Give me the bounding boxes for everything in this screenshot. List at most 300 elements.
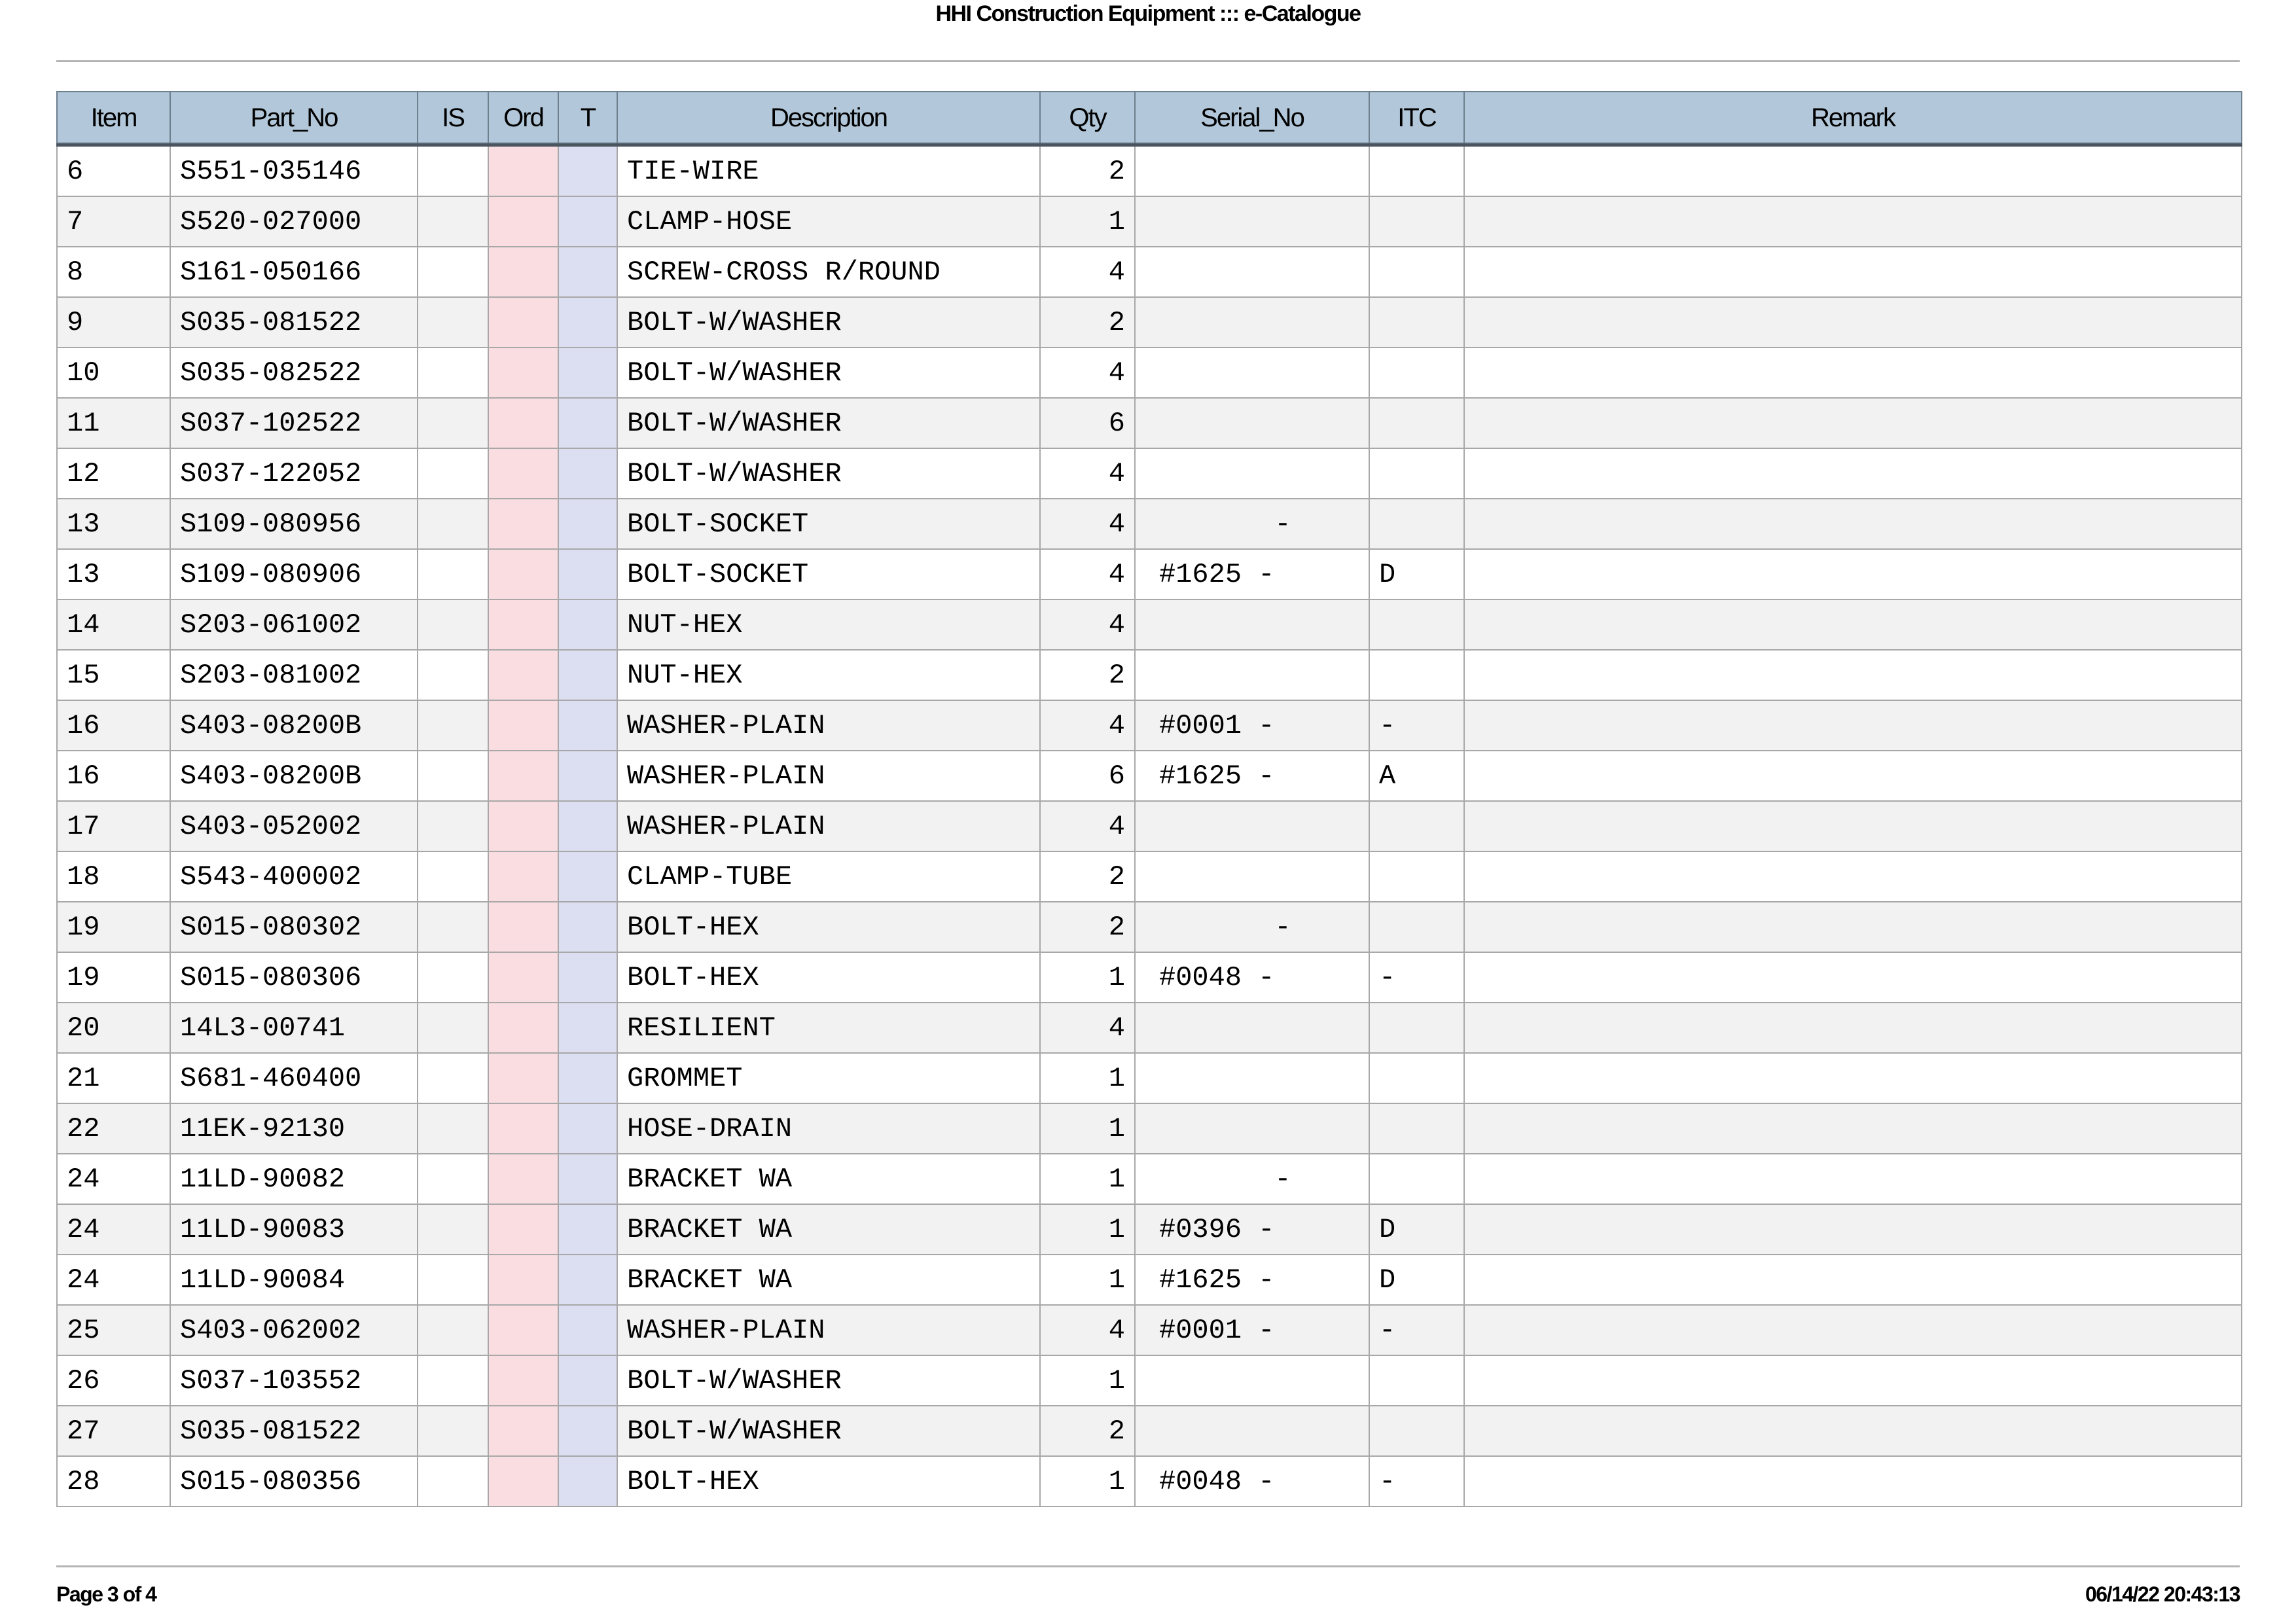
ord-cell: [488, 549, 558, 599]
part-no-cell: S543-400002: [170, 851, 418, 902]
description-cell: NUT-HEX: [617, 650, 1040, 700]
itc-cell: [1369, 196, 1464, 247]
table-row[interactable]: [57, 448, 2242, 499]
is-cell: [418, 348, 488, 398]
itc-cell: -: [1369, 1456, 1464, 1507]
remark-cell: [1464, 751, 2242, 801]
ord-cell: [488, 1355, 558, 1406]
qty-cell: 6: [1040, 751, 1135, 801]
itc-cell: [1369, 902, 1464, 952]
part-no-cell: S035-081522: [170, 1406, 418, 1456]
itc-cell: -: [1369, 1305, 1464, 1355]
table-row[interactable]: [57, 499, 2242, 549]
remark-cell: [1464, 599, 2242, 650]
remark-cell: [1464, 549, 2242, 599]
serial-no-cell: [1135, 297, 1369, 348]
remark-cell: [1464, 1406, 2242, 1456]
table-row[interactable]: [57, 398, 2242, 448]
t-cell: [558, 1154, 617, 1204]
serial-no-cell: #1625 -: [1135, 1255, 1369, 1305]
ord-cell: [488, 1003, 558, 1053]
ord-cell: [488, 952, 558, 1003]
remark-cell: [1464, 145, 2242, 197]
item-cell: 25: [57, 1305, 170, 1355]
t-cell: [558, 145, 617, 197]
is-cell: [418, 297, 488, 348]
t-cell: [558, 599, 617, 650]
description-cell: WASHER-PLAIN: [617, 1305, 1040, 1355]
t-cell: [558, 297, 617, 348]
serial-no-cell: [1135, 801, 1369, 851]
serial-no-cell: #0396 -: [1135, 1204, 1369, 1255]
t-cell: [558, 448, 617, 499]
is-cell: [418, 851, 488, 902]
qty-cell: 6: [1040, 398, 1135, 448]
is-cell: [418, 751, 488, 801]
part-no-cell: 11EK-92130: [170, 1103, 418, 1154]
serial-no-cell: [1135, 851, 1369, 902]
description-cell: WASHER-PLAIN: [617, 751, 1040, 801]
table-row[interactable]: [57, 196, 2242, 247]
part-no-cell: 11LD-90084: [170, 1255, 418, 1305]
item-cell: 17: [57, 801, 170, 851]
qty-cell: 4: [1040, 348, 1135, 398]
table-row[interactable]: [57, 952, 2242, 1003]
is-cell: [418, 700, 488, 751]
is-cell: [418, 196, 488, 247]
item-cell: 6: [57, 145, 170, 197]
description-cell: WASHER-PLAIN: [617, 801, 1040, 851]
itc-cell: -: [1369, 952, 1464, 1003]
description-cell: BOLT-SOCKET: [617, 549, 1040, 599]
item-cell: 14: [57, 599, 170, 650]
item-cell: 19: [57, 902, 170, 952]
description-cell: WASHER-PLAIN: [617, 700, 1040, 751]
t-cell: [558, 1255, 617, 1305]
description-cell: BOLT-W/WASHER: [617, 1406, 1040, 1456]
table-row[interactable]: [57, 1255, 2242, 1305]
itc-cell: D: [1369, 1255, 1464, 1305]
qty-cell: 1: [1040, 1456, 1135, 1507]
description-cell: BRACKET WA: [617, 1255, 1040, 1305]
remark-cell: [1464, 1003, 2242, 1053]
table-row[interactable]: [57, 902, 2242, 952]
table-row[interactable]: [57, 1406, 2242, 1456]
t-cell: [558, 1355, 617, 1406]
description-cell: BOLT-HEX: [617, 902, 1040, 952]
part-no-cell: S403-052002: [170, 801, 418, 851]
t-cell: [558, 851, 617, 902]
remark-cell: [1464, 348, 2242, 398]
is-cell: [418, 1305, 488, 1355]
remark-cell: [1464, 398, 2242, 448]
qty-cell: 1: [1040, 1204, 1135, 1255]
ord-cell: [488, 801, 558, 851]
item-cell: 9: [57, 297, 170, 348]
part-no-cell: 11LD-90083: [170, 1204, 418, 1255]
ord-cell: [488, 650, 558, 700]
table-row[interactable]: [57, 700, 2242, 751]
remark-cell: [1464, 1154, 2242, 1204]
t-cell: [558, 499, 617, 549]
remark-cell: [1464, 851, 2242, 902]
itc-cell: [1369, 398, 1464, 448]
item-cell: 28: [57, 1456, 170, 1507]
remark-cell: [1464, 1355, 2242, 1406]
remark-cell: [1464, 1204, 2242, 1255]
description-cell: CLAMP-TUBE: [617, 851, 1040, 902]
column-header-item[interactable]: Item: [57, 92, 170, 145]
item-cell: 18: [57, 851, 170, 902]
description-cell: CLAMP-HOSE: [617, 196, 1040, 247]
item-cell: 24: [57, 1255, 170, 1305]
qty-cell: 4: [1040, 549, 1135, 599]
itc-cell: A: [1369, 751, 1464, 801]
item-cell: 11: [57, 398, 170, 448]
t-cell: [558, 902, 617, 952]
qty-cell: 1: [1040, 1053, 1135, 1103]
is-cell: [418, 952, 488, 1003]
serial-no-cell: [1135, 1103, 1369, 1154]
description-cell: HOSE-DRAIN: [617, 1103, 1040, 1154]
itc-cell: [1369, 499, 1464, 549]
part-no-cell: S520-027000: [170, 196, 418, 247]
is-cell: [418, 499, 488, 549]
itc-cell: -: [1369, 700, 1464, 751]
table-row[interactable]: [57, 650, 2242, 700]
qty-cell: 2: [1040, 145, 1135, 197]
print-timestamp: 06/14/22 20:43:13: [2085, 1582, 2240, 1606]
itc-cell: D: [1369, 1204, 1464, 1255]
part-no-cell: S037-102522: [170, 398, 418, 448]
serial-no-cell: #0048 -: [1135, 1456, 1369, 1507]
remark-cell: [1464, 1103, 2242, 1154]
t-cell: [558, 1456, 617, 1507]
ord-cell: [488, 448, 558, 499]
table-row[interactable]: [57, 348, 2242, 398]
serial-no-cell: [1135, 348, 1369, 398]
ord-cell: [488, 196, 558, 247]
item-cell: 24: [57, 1204, 170, 1255]
description-cell: BOLT-HEX: [617, 952, 1040, 1003]
serial-no-cell: -: [1135, 1154, 1369, 1204]
qty-cell: 4: [1040, 1305, 1135, 1355]
serial-no-cell: [1135, 145, 1369, 197]
page-title: HHI Construction Equipment ::: e-Catalogue: [935, 1, 1361, 26]
is-cell: [418, 1456, 488, 1507]
table-row[interactable]: [57, 801, 2242, 851]
ord-cell: [488, 1053, 558, 1103]
part-no-cell: 14L3-00741: [170, 1003, 418, 1053]
description-cell: BRACKET WA: [617, 1204, 1040, 1255]
serial-no-cell: [1135, 196, 1369, 247]
is-cell: [418, 1204, 488, 1255]
item-cell: 21: [57, 1053, 170, 1103]
item-cell: 26: [57, 1355, 170, 1406]
is-cell: [418, 1003, 488, 1053]
ord-cell: [488, 499, 558, 549]
part-no-cell: S161-050166: [170, 247, 418, 297]
table-row[interactable]: [57, 1103, 2242, 1154]
description-cell: BOLT-W/WASHER: [617, 1355, 1040, 1406]
description-cell: BOLT-W/WASHER: [617, 297, 1040, 348]
item-cell: 20: [57, 1003, 170, 1053]
serial-no-cell: [1135, 650, 1369, 700]
itc-cell: [1369, 297, 1464, 348]
column-header-description[interactable]: Description: [617, 92, 1040, 145]
qty-cell: 4: [1040, 1003, 1135, 1053]
qty-cell: 2: [1040, 851, 1135, 902]
serial-no-cell: #0001 -: [1135, 700, 1369, 751]
itc-cell: [1369, 1355, 1464, 1406]
qty-cell: 4: [1040, 499, 1135, 549]
part-no-cell: S551-035146: [170, 145, 418, 197]
serial-no-cell: [1135, 448, 1369, 499]
column-header-serial-no[interactable]: Serial_No: [1135, 92, 1369, 145]
is-cell: [418, 1355, 488, 1406]
parts-table-body: [57, 145, 2242, 1507]
table-row[interactable]: [57, 145, 2242, 197]
table-row[interactable]: [57, 297, 2242, 348]
ord-cell: [488, 1305, 558, 1355]
item-cell: 15: [57, 650, 170, 700]
table-row[interactable]: [57, 1456, 2242, 1507]
part-no-cell: S037-122052: [170, 448, 418, 499]
table-row[interactable]: [57, 1003, 2242, 1053]
ord-cell: [488, 1406, 558, 1456]
t-cell: [558, 1305, 617, 1355]
serial-no-cell: [1135, 398, 1369, 448]
footer-divider: [56, 1565, 2240, 1567]
t-cell: [558, 247, 617, 297]
qty-cell: 2: [1040, 297, 1135, 348]
itc-cell: [1369, 1003, 1464, 1053]
item-cell: 8: [57, 247, 170, 297]
remark-cell: [1464, 1255, 2242, 1305]
itc-cell: [1369, 851, 1464, 902]
t-cell: [558, 700, 617, 751]
part-no-cell: 11LD-90082: [170, 1154, 418, 1204]
qty-cell: 2: [1040, 1406, 1135, 1456]
item-cell: 22: [57, 1103, 170, 1154]
table-row[interactable]: [57, 1053, 2242, 1103]
t-cell: [558, 801, 617, 851]
t-cell: [558, 1003, 617, 1053]
itc-cell: D: [1369, 549, 1464, 599]
t-cell: [558, 196, 617, 247]
table-row[interactable]: [57, 599, 2242, 650]
serial-no-cell: #1625 -: [1135, 751, 1369, 801]
qty-cell: 1: [1040, 1154, 1135, 1204]
ord-cell: [488, 1154, 558, 1204]
table-row[interactable]: [57, 851, 2242, 902]
column-header-part-no[interactable]: Part_No: [170, 92, 418, 145]
ord-cell: [488, 902, 558, 952]
table-header-row: [57, 92, 2242, 145]
serial-no-cell: [1135, 247, 1369, 297]
remark-cell: [1464, 1053, 2242, 1103]
ord-cell: [488, 1255, 558, 1305]
description-cell: BOLT-W/WASHER: [617, 398, 1040, 448]
page-number: Page 3 of 4: [56, 1582, 156, 1606]
ord-cell: [488, 1103, 558, 1154]
item-cell: 27: [57, 1406, 170, 1456]
is-cell: [418, 247, 488, 297]
description-cell: RESILIENT: [617, 1003, 1040, 1053]
qty-cell: 4: [1040, 448, 1135, 499]
itc-cell: [1369, 348, 1464, 398]
description-cell: BOLT-HEX: [617, 1456, 1040, 1507]
is-cell: [418, 599, 488, 650]
ord-cell: [488, 348, 558, 398]
description-cell: BRACKET WA: [617, 1154, 1040, 1204]
t-cell: [558, 1204, 617, 1255]
serial-no-cell: -: [1135, 902, 1369, 952]
is-cell: [418, 549, 488, 599]
itc-cell: [1369, 1103, 1464, 1154]
remark-cell: [1464, 650, 2242, 700]
ord-cell: [488, 247, 558, 297]
qty-cell: 4: [1040, 700, 1135, 751]
part-no-cell: S037-103552: [170, 1355, 418, 1406]
is-cell: [418, 448, 488, 499]
itc-cell: [1369, 599, 1464, 650]
remark-cell: [1464, 448, 2242, 499]
remark-cell: [1464, 247, 2242, 297]
description-cell: BOLT-W/WASHER: [617, 348, 1040, 398]
t-cell: [558, 549, 617, 599]
part-no-cell: S203-061002: [170, 599, 418, 650]
description-cell: BOLT-W/WASHER: [617, 448, 1040, 499]
itc-cell: [1369, 650, 1464, 700]
qty-cell: 4: [1040, 247, 1135, 297]
table-row[interactable]: [57, 1154, 2242, 1204]
serial-no-cell: [1135, 1406, 1369, 1456]
description-cell: TIE-WIRE: [617, 145, 1040, 197]
item-cell: 12: [57, 448, 170, 499]
itc-cell: [1369, 1154, 1464, 1204]
qty-cell: 1: [1040, 1103, 1135, 1154]
t-cell: [558, 1406, 617, 1456]
description-cell: GROMMET: [617, 1053, 1040, 1103]
column-header-is[interactable]: IS: [418, 92, 488, 145]
ord-cell: [488, 751, 558, 801]
qty-cell: 4: [1040, 599, 1135, 650]
item-cell: 19: [57, 952, 170, 1003]
qty-cell: 1: [1040, 196, 1135, 247]
is-cell: [418, 801, 488, 851]
ord-cell: [488, 145, 558, 197]
qty-cell: 2: [1040, 650, 1135, 700]
itc-cell: [1369, 1053, 1464, 1103]
itc-cell: [1369, 1406, 1464, 1456]
description-cell: BOLT-SOCKET: [617, 499, 1040, 549]
part-no-cell: S015-080356: [170, 1456, 418, 1507]
itc-cell: [1369, 247, 1464, 297]
qty-cell: 2: [1040, 902, 1135, 952]
ord-cell: [488, 700, 558, 751]
item-cell: 24: [57, 1154, 170, 1204]
part-no-cell: S403-08200B: [170, 751, 418, 801]
parts-table: [56, 91, 2242, 1507]
qty-cell: 4: [1040, 801, 1135, 851]
part-no-cell: S035-082522: [170, 348, 418, 398]
part-no-cell: S403-062002: [170, 1305, 418, 1355]
t-cell: [558, 1053, 617, 1103]
remark-cell: [1464, 902, 2242, 952]
ord-cell: [488, 599, 558, 650]
item-cell: 13: [57, 549, 170, 599]
itc-cell: [1369, 145, 1464, 197]
t-cell: [558, 348, 617, 398]
part-no-cell: S109-080906: [170, 549, 418, 599]
ord-cell: [488, 297, 558, 348]
ord-cell: [488, 398, 558, 448]
item-cell: 7: [57, 196, 170, 247]
part-no-cell: S015-080302: [170, 902, 418, 952]
table-row[interactable]: [57, 549, 2242, 599]
serial-no-cell: [1135, 1003, 1369, 1053]
t-cell: [558, 1103, 617, 1154]
part-no-cell: S035-081522: [170, 297, 418, 348]
t-cell: [558, 952, 617, 1003]
remark-cell: [1464, 801, 2242, 851]
part-no-cell: S015-080306: [170, 952, 418, 1003]
table-row[interactable]: [57, 1204, 2242, 1255]
table-row[interactable]: [57, 1305, 2242, 1355]
is-cell: [418, 650, 488, 700]
is-cell: [418, 902, 488, 952]
header-divider: [56, 60, 2240, 62]
is-cell: [418, 145, 488, 197]
serial-no-cell: [1135, 599, 1369, 650]
ord-cell: [488, 851, 558, 902]
is-cell: [418, 1255, 488, 1305]
part-no-cell: S203-081002: [170, 650, 418, 700]
itc-cell: [1369, 801, 1464, 851]
t-cell: [558, 751, 617, 801]
remark-cell: [1464, 196, 2242, 247]
item-cell: 16: [57, 751, 170, 801]
serial-no-cell: #0001 -: [1135, 1305, 1369, 1355]
remark-cell: [1464, 1456, 2242, 1507]
is-cell: [418, 398, 488, 448]
serial-no-cell: #0048 -: [1135, 952, 1369, 1003]
table-row[interactable]: [57, 1355, 2242, 1406]
column-header-itc[interactable]: ITC: [1369, 92, 1464, 145]
description-cell: NUT-HEX: [617, 599, 1040, 650]
serial-no-cell: [1135, 1053, 1369, 1103]
item-cell: 10: [57, 348, 170, 398]
column-header-ord[interactable]: Ord: [488, 92, 558, 145]
remark-cell: [1464, 499, 2242, 549]
item-cell: 13: [57, 499, 170, 549]
serial-no-cell: #1625 -: [1135, 549, 1369, 599]
is-cell: [418, 1406, 488, 1456]
t-cell: [558, 398, 617, 448]
column-header-t[interactable]: T: [558, 92, 617, 145]
column-header-remark[interactable]: Remark: [1464, 92, 2242, 145]
column-header-qty[interactable]: Qty: [1040, 92, 1135, 145]
serial-no-cell: -: [1135, 499, 1369, 549]
table-row[interactable]: [57, 247, 2242, 297]
qty-cell: 1: [1040, 1255, 1135, 1305]
table-row[interactable]: [57, 751, 2242, 801]
description-cell: SCREW-CROSS R/ROUND: [617, 247, 1040, 297]
remark-cell: [1464, 700, 2242, 751]
itc-cell: [1369, 448, 1464, 499]
part-no-cell: S403-08200B: [170, 700, 418, 751]
